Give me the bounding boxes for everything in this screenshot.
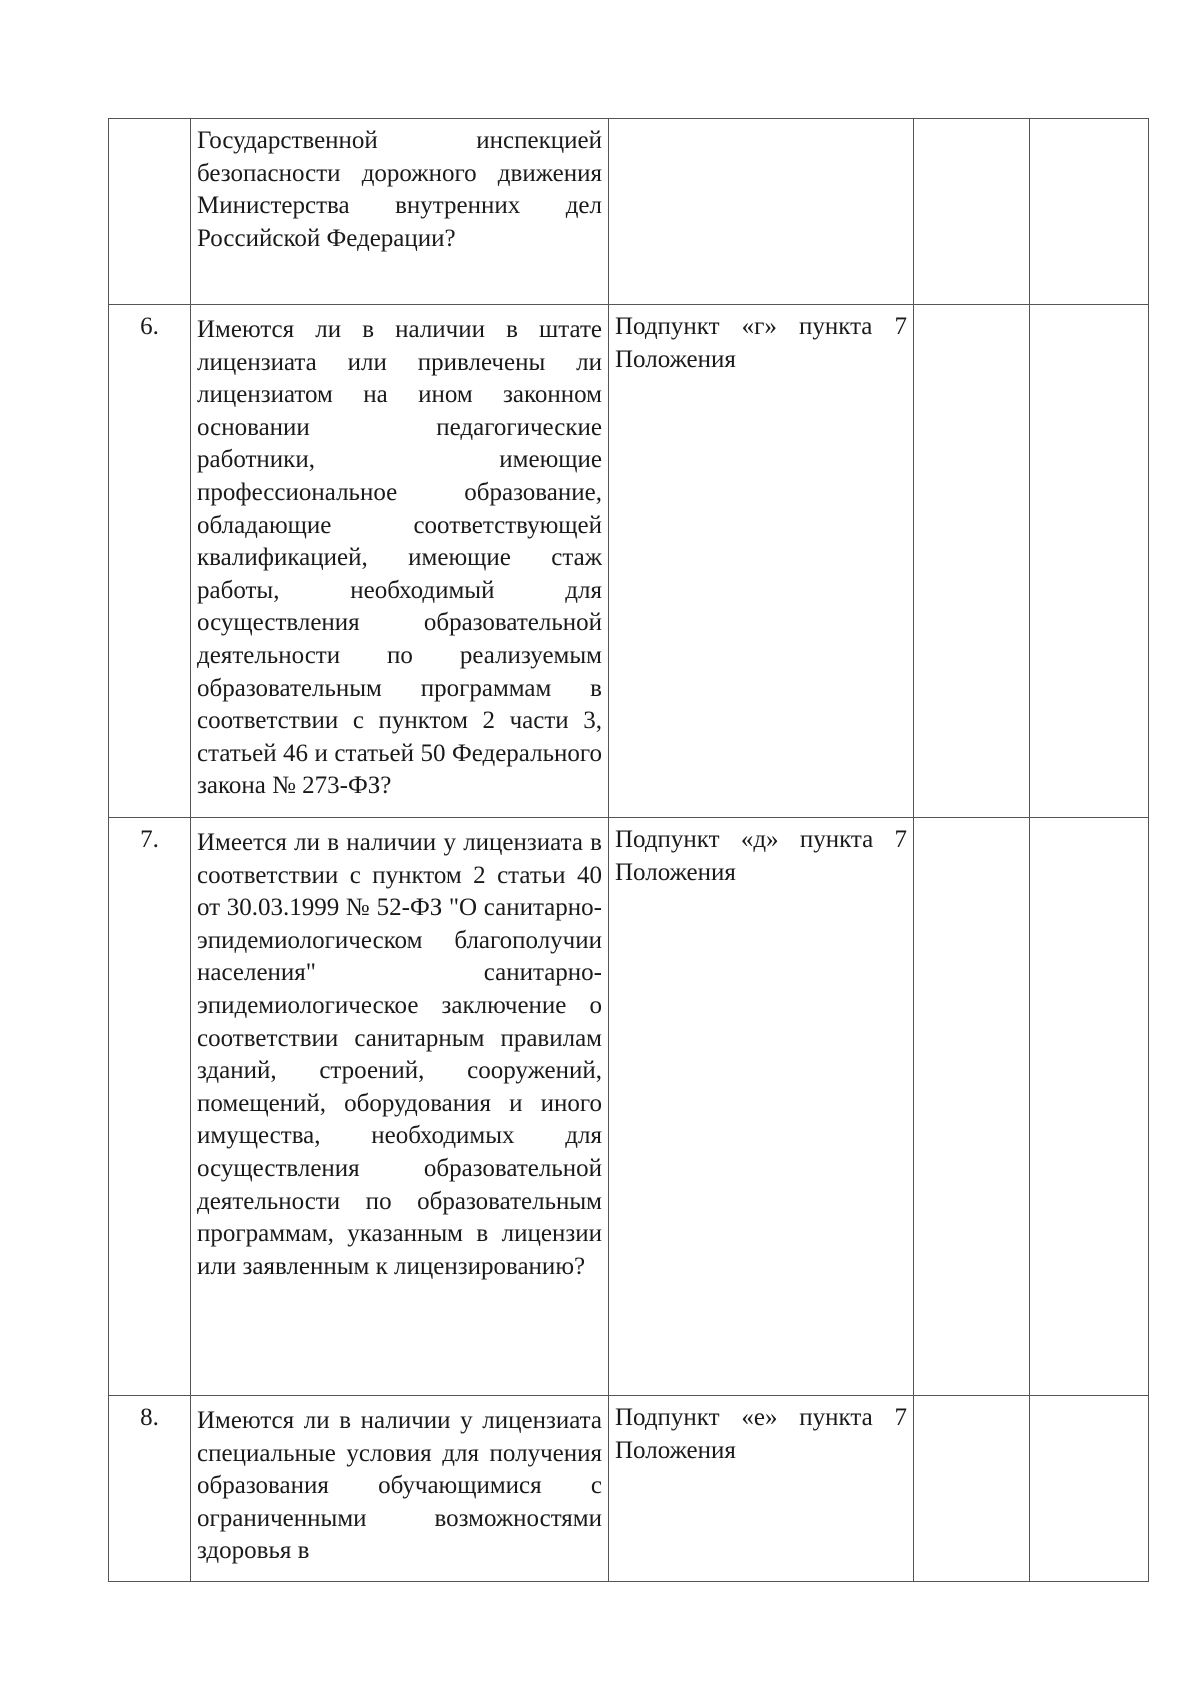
table-row [109, 818, 1149, 1396]
question-text: Государственной инспекцией безопасности дорожного движения Министерства внутренних дел Российской Федерации? [191, 119, 609, 305]
empty-cell [1030, 305, 1149, 818]
question-text: Имеются ли в наличии у лицензиата специальные условия для получения образования обучающимися с ограниченными возможностями здоровья в [191, 1396, 609, 1582]
empty-cell [1030, 818, 1149, 1396]
empty-cell [914, 1396, 1030, 1582]
legal-basis [609, 119, 914, 305]
question-text: Имеются ли в наличии в штате лицензиата или привлечены ли лицензиатом на ином законном основании педагогические работники, имеющие профессиональное образование, обладающие соответствующей квалификацией, имеющие стаж работы, необходимый для осуществления образовательной деятельности по реализуемым образовательным программам в соответствии с пунктом 2 части 3, статьей 46 и статьей 50 Федерального закона № 273-ФЗ? [191, 305, 609, 818]
legal-basis: Подпункт «д» пункта 7 Положения [609, 818, 914, 1396]
question-text: Имеется ли в наличии у лицензиата в соответствии с пунктом 2 статьи 40 от 30.03.1999 № 52-ФЗ "О санитарно-эпидемиологическом благополучии населения" санитарно-эпидемиологическое заключение о соответствии санитарным правилам зданий, строений, сооружений, помещений, оборудования и иного имущества, необходимых для осуществления образовательной деятельности по образовательным программам, указанным в лицензии или заявленным к лицензированию? [191, 818, 609, 1396]
legal-basis: Подпункт «г» пункта 7 Положения [609, 305, 914, 818]
empty-cell [914, 818, 1030, 1396]
table-row [109, 119, 1149, 305]
empty-cell [914, 119, 1030, 305]
row-number [109, 119, 191, 305]
empty-cell [1030, 1396, 1149, 1582]
empty-cell [914, 305, 1030, 818]
legal-basis: Подпункт «е» пункта 7 Положения [609, 1396, 914, 1582]
table-row [109, 305, 1149, 818]
empty-cell [1030, 119, 1149, 305]
row-number: 8. [109, 1396, 191, 1582]
row-number: 6. [109, 305, 191, 818]
checklist-table [108, 118, 1149, 1582]
table-row [109, 1396, 1149, 1582]
row-number: 7. [109, 818, 191, 1396]
